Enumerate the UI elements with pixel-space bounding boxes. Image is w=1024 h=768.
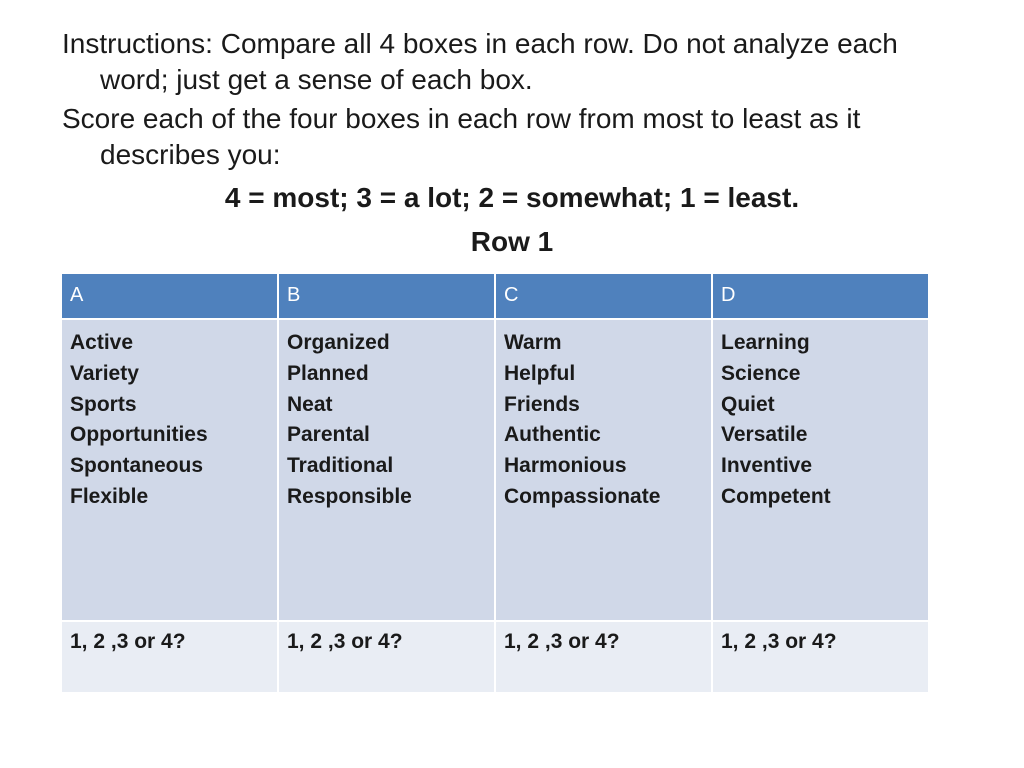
row-title: Row 1	[470, 226, 554, 257]
table-row-scores	[61, 621, 929, 693]
word-item: Warm	[504, 331, 562, 354]
scoring-scale: 4 = most; 3 = a lot; 2 = somewhat; 1 = least.	[224, 182, 800, 213]
word-item: Sports	[70, 392, 137, 416]
word-box-a	[61, 319, 278, 621]
score-prompt-b: 1, 2 ,3 or 4?	[278, 621, 495, 693]
word-item: Traditional	[287, 454, 394, 478]
word-item: Competent	[721, 484, 831, 508]
word-item: Opportunities	[70, 423, 208, 447]
column-header-d: D	[712, 273, 929, 319]
word-box-b	[278, 319, 495, 621]
word-box-d	[712, 319, 929, 621]
word-item: Compassionate	[504, 484, 661, 508]
word-item: Active	[70, 331, 134, 354]
score-prompt-c: 1, 2 ,3 or 4?	[495, 621, 712, 693]
column-header-a: A	[61, 273, 278, 319]
comparison-table	[60, 272, 930, 694]
word-item: Planned	[287, 361, 369, 385]
column-header-b: B	[278, 273, 495, 319]
word-item: Science	[721, 361, 801, 385]
score-prompt-d: 1, 2 ,3 or 4?	[712, 621, 929, 693]
instructions-block	[62, 26, 972, 176]
word-item: Harmonious	[504, 454, 627, 478]
word-item: Quiet	[721, 392, 775, 416]
table-header-row	[61, 273, 929, 319]
word-item: Parental	[287, 423, 370, 447]
table-row-words	[61, 319, 929, 621]
scoring-instructions-text: Score each of the four boxes in each row from most to least as it describes you:	[62, 103, 861, 170]
word-item: Variety	[70, 361, 139, 385]
word-item: Learning	[721, 331, 810, 354]
word-item: Organized	[287, 331, 390, 354]
word-item: Authentic	[504, 423, 601, 447]
word-item: Responsible	[287, 484, 412, 508]
instructions-text: Instructions: Compare all 4 boxes in each row. Do not analyze each word; just get a sense of each box.	[62, 28, 898, 95]
word-box-c	[495, 319, 712, 621]
word-item: Helpful	[504, 361, 576, 385]
word-item: Spontaneous	[70, 454, 204, 478]
word-item: Versatile	[721, 423, 808, 447]
score-prompt-a: 1, 2 ,3 or 4?	[61, 621, 278, 693]
column-header-c: C	[495, 273, 712, 319]
word-item: Flexible	[70, 484, 149, 508]
word-item: Friends	[504, 392, 580, 416]
word-item: Inventive	[721, 454, 813, 478]
word-item: Neat	[287, 392, 333, 416]
